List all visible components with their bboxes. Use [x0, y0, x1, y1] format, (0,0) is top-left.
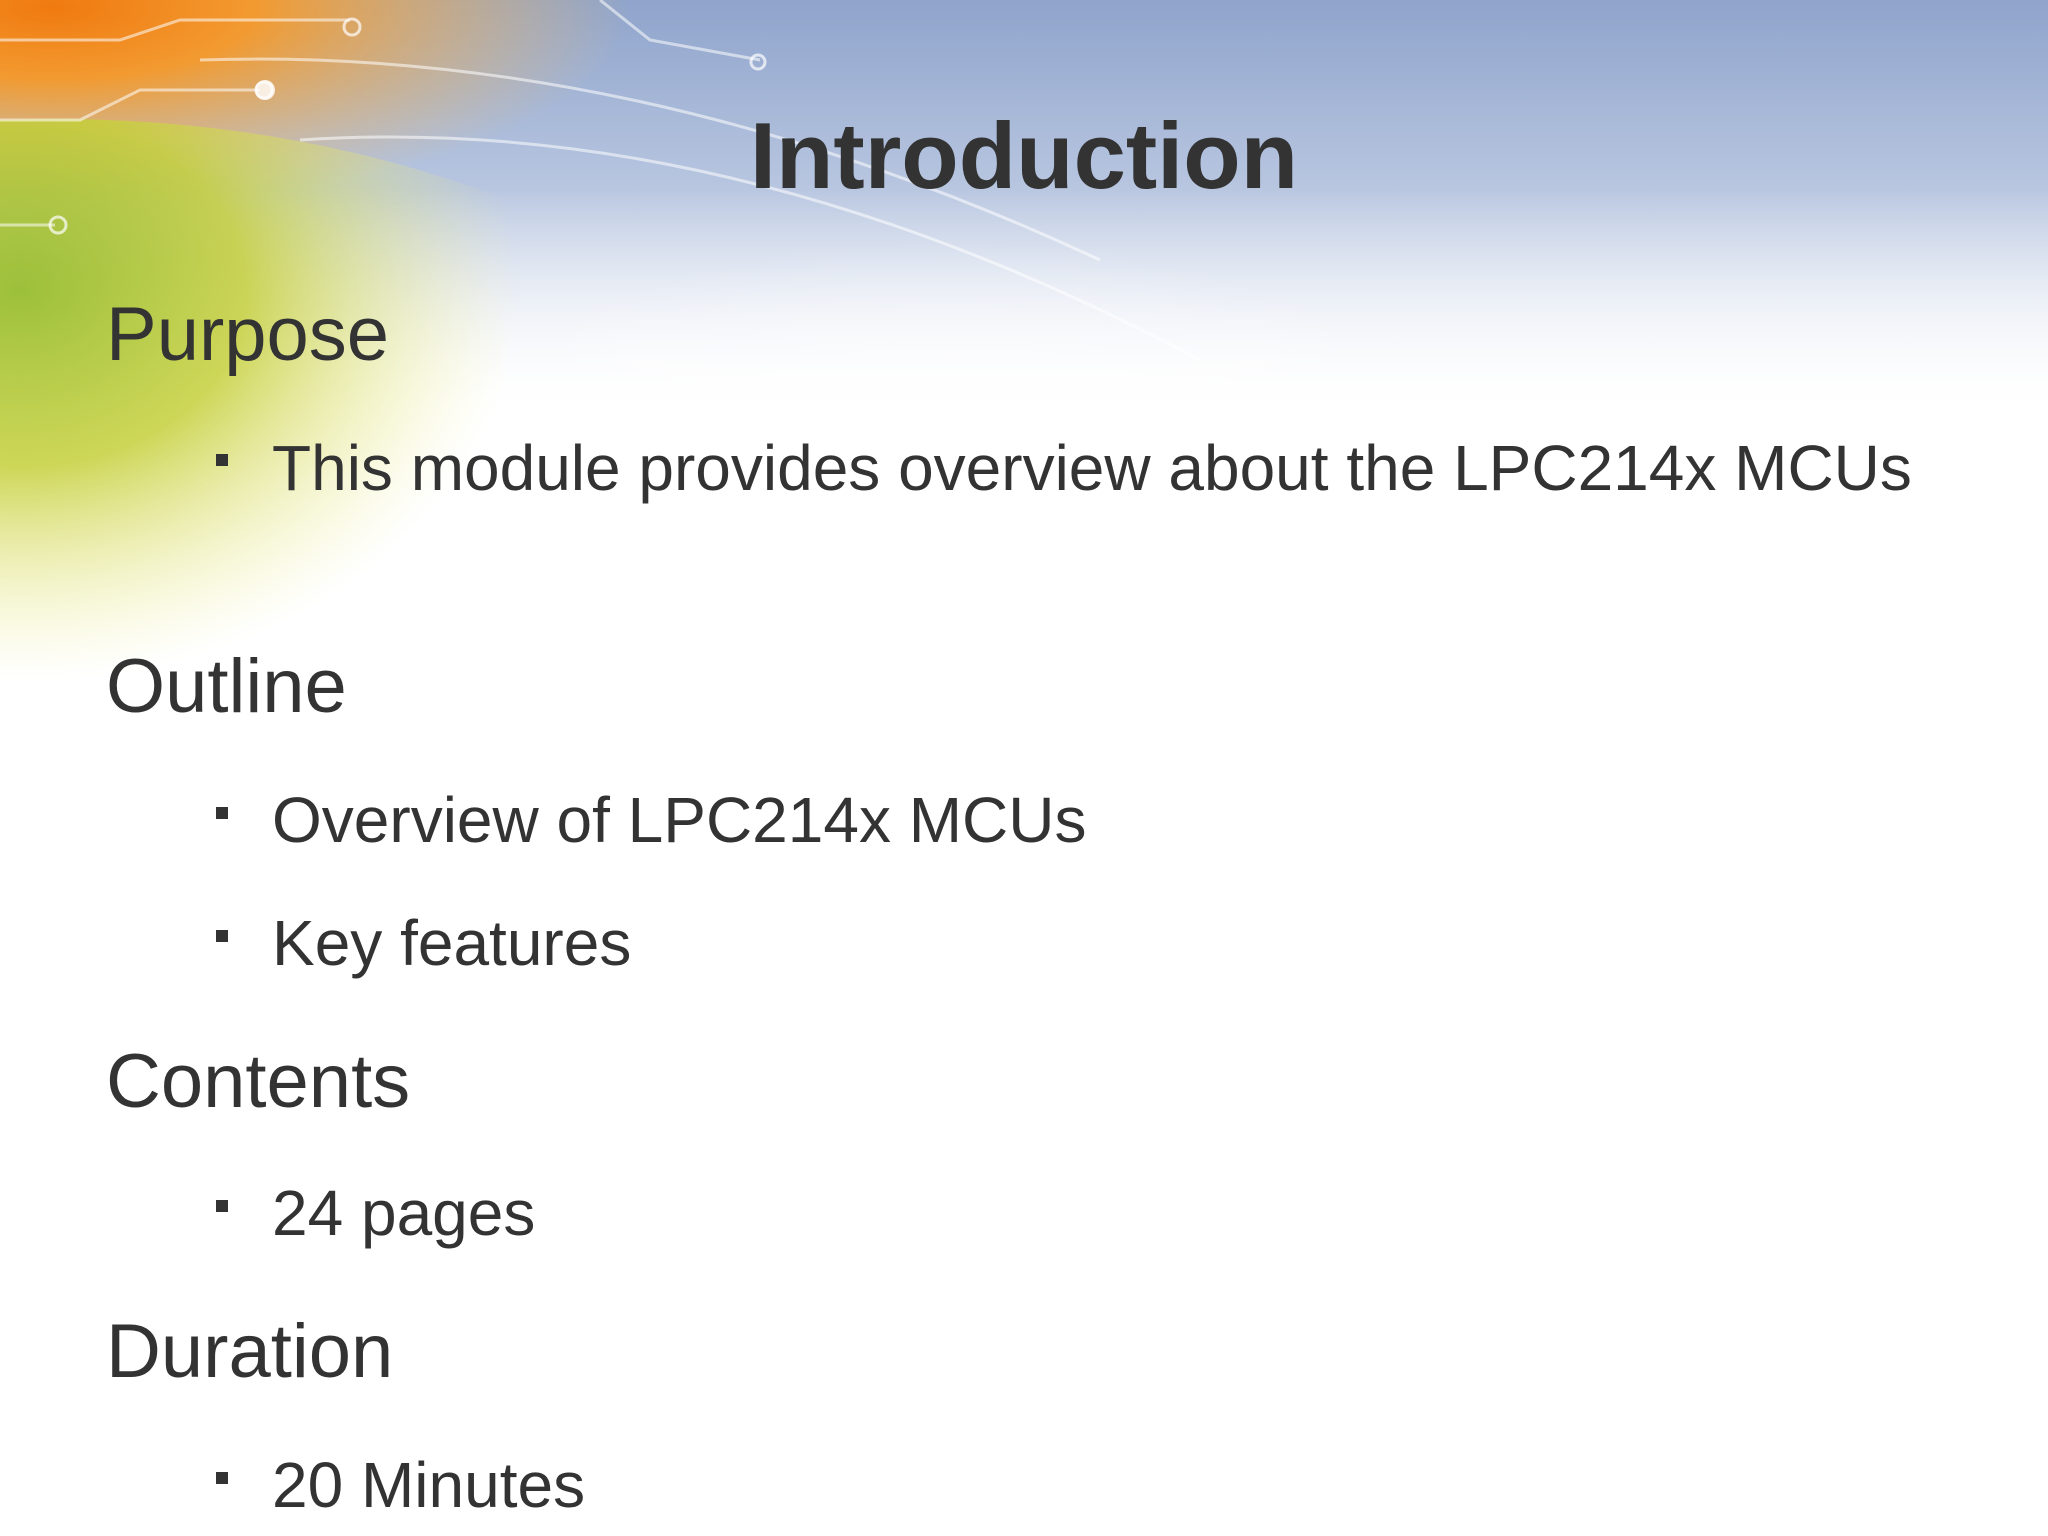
bullet-text-purpose: This module provides overview about the LPC214x MCUs	[272, 432, 1912, 504]
bullet-marker	[216, 454, 228, 466]
section-heading-contents: Contents	[106, 1039, 411, 1124]
section-heading-duration: Duration	[106, 1309, 394, 1394]
bullet-text-outline-overview: Overview of LPC214x MCUs	[272, 784, 1087, 856]
bullet-text-contents: 24 pages	[272, 1177, 536, 1249]
slide-title: Introduction	[749, 103, 1299, 208]
bullet-marker	[216, 807, 228, 819]
bullet-marker	[216, 1200, 228, 1212]
bullet-text-outline-features: Key features	[272, 907, 632, 979]
bullet-marker	[216, 930, 228, 942]
section-heading-purpose: Purpose	[106, 292, 390, 377]
bullet-text-duration: 20 Minutes	[272, 1449, 586, 1521]
section-heading-outline: Outline	[106, 644, 347, 729]
bullet-marker	[216, 1472, 228, 1484]
